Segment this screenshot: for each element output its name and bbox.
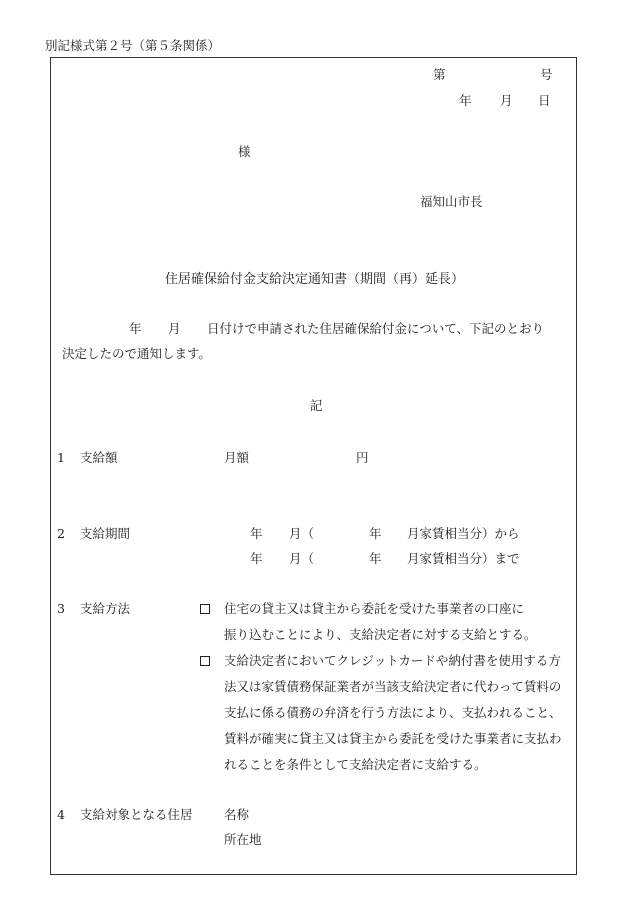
item3-number: 3 (57, 601, 65, 616)
period-end-month: 月（ (289, 551, 315, 566)
addressee-suffix: 様 (238, 144, 251, 159)
method-option2-text: 支給決定者においてクレジットカードや納付書を使用する方 法又は家賃債務保証業者が当該支給決定者に代わって賃料の 支払に係る債務の弁済を行う方法により、支払われること、 賃料が確実に貸主又は貸主から委託を受けた事業者に支払わ れることを条件として支給決定者に支給する。 (224, 653, 562, 772)
period-end-year: 年 (250, 551, 263, 566)
dwelling-address-label: 所在地 (224, 832, 262, 847)
item1-yen: 円 (356, 450, 369, 465)
body-line1: 日付けで申請された住居確保給付金について、下記のとおり (207, 321, 545, 336)
item1-monthly: 月額 (224, 450, 250, 465)
period-start-year: 年 (250, 526, 263, 541)
item4-label: 支給対象となる住居 (80, 807, 193, 822)
document-title: 住居確保給付金支給決定通知書（期間（再）延長） (165, 272, 465, 287)
item3-label: 支給方法 (80, 601, 131, 616)
date-day: 日 (538, 93, 551, 108)
method-option1-checkbox[interactable] (200, 604, 210, 614)
dwelling-name-label: 名称 (224, 807, 250, 822)
item2-label: 支給期間 (80, 526, 131, 541)
period-end-rent-year: 年 (369, 551, 382, 566)
item1-number: 1 (57, 450, 65, 465)
period-start-month: 月（ (289, 526, 315, 541)
item1-label: 支給額 (80, 450, 118, 465)
form-header-note: 別記様式第２号（第５条関係） (45, 38, 221, 53)
method-option2-checkbox[interactable] (200, 656, 210, 666)
issuer: 福知山市長 (420, 194, 483, 209)
date-year: 年 (459, 93, 472, 108)
body-line2: 決定したので通知します。 (62, 346, 212, 361)
ki-heading: 記 (310, 398, 323, 413)
body-month: 月 (168, 321, 181, 336)
item4-number: 4 (57, 807, 65, 822)
body-year: 年 (129, 321, 142, 336)
item2-number: 2 (57, 526, 65, 541)
date-month: 月 (500, 93, 513, 108)
doc-number-suffix: 号 (540, 67, 553, 82)
period-end-rent: 月家賃相当分）まで (407, 551, 520, 566)
method-option1-text: 住宅の貸主又は貸主から委託を受けた事業者の口座に 振り込むことにより、支給決定者に対する支給とする。 (224, 601, 537, 642)
period-start-rent: 月家賃相当分）から (407, 526, 520, 541)
doc-number-prefix: 第 (433, 67, 446, 82)
period-start-rent-year: 年 (369, 526, 382, 541)
